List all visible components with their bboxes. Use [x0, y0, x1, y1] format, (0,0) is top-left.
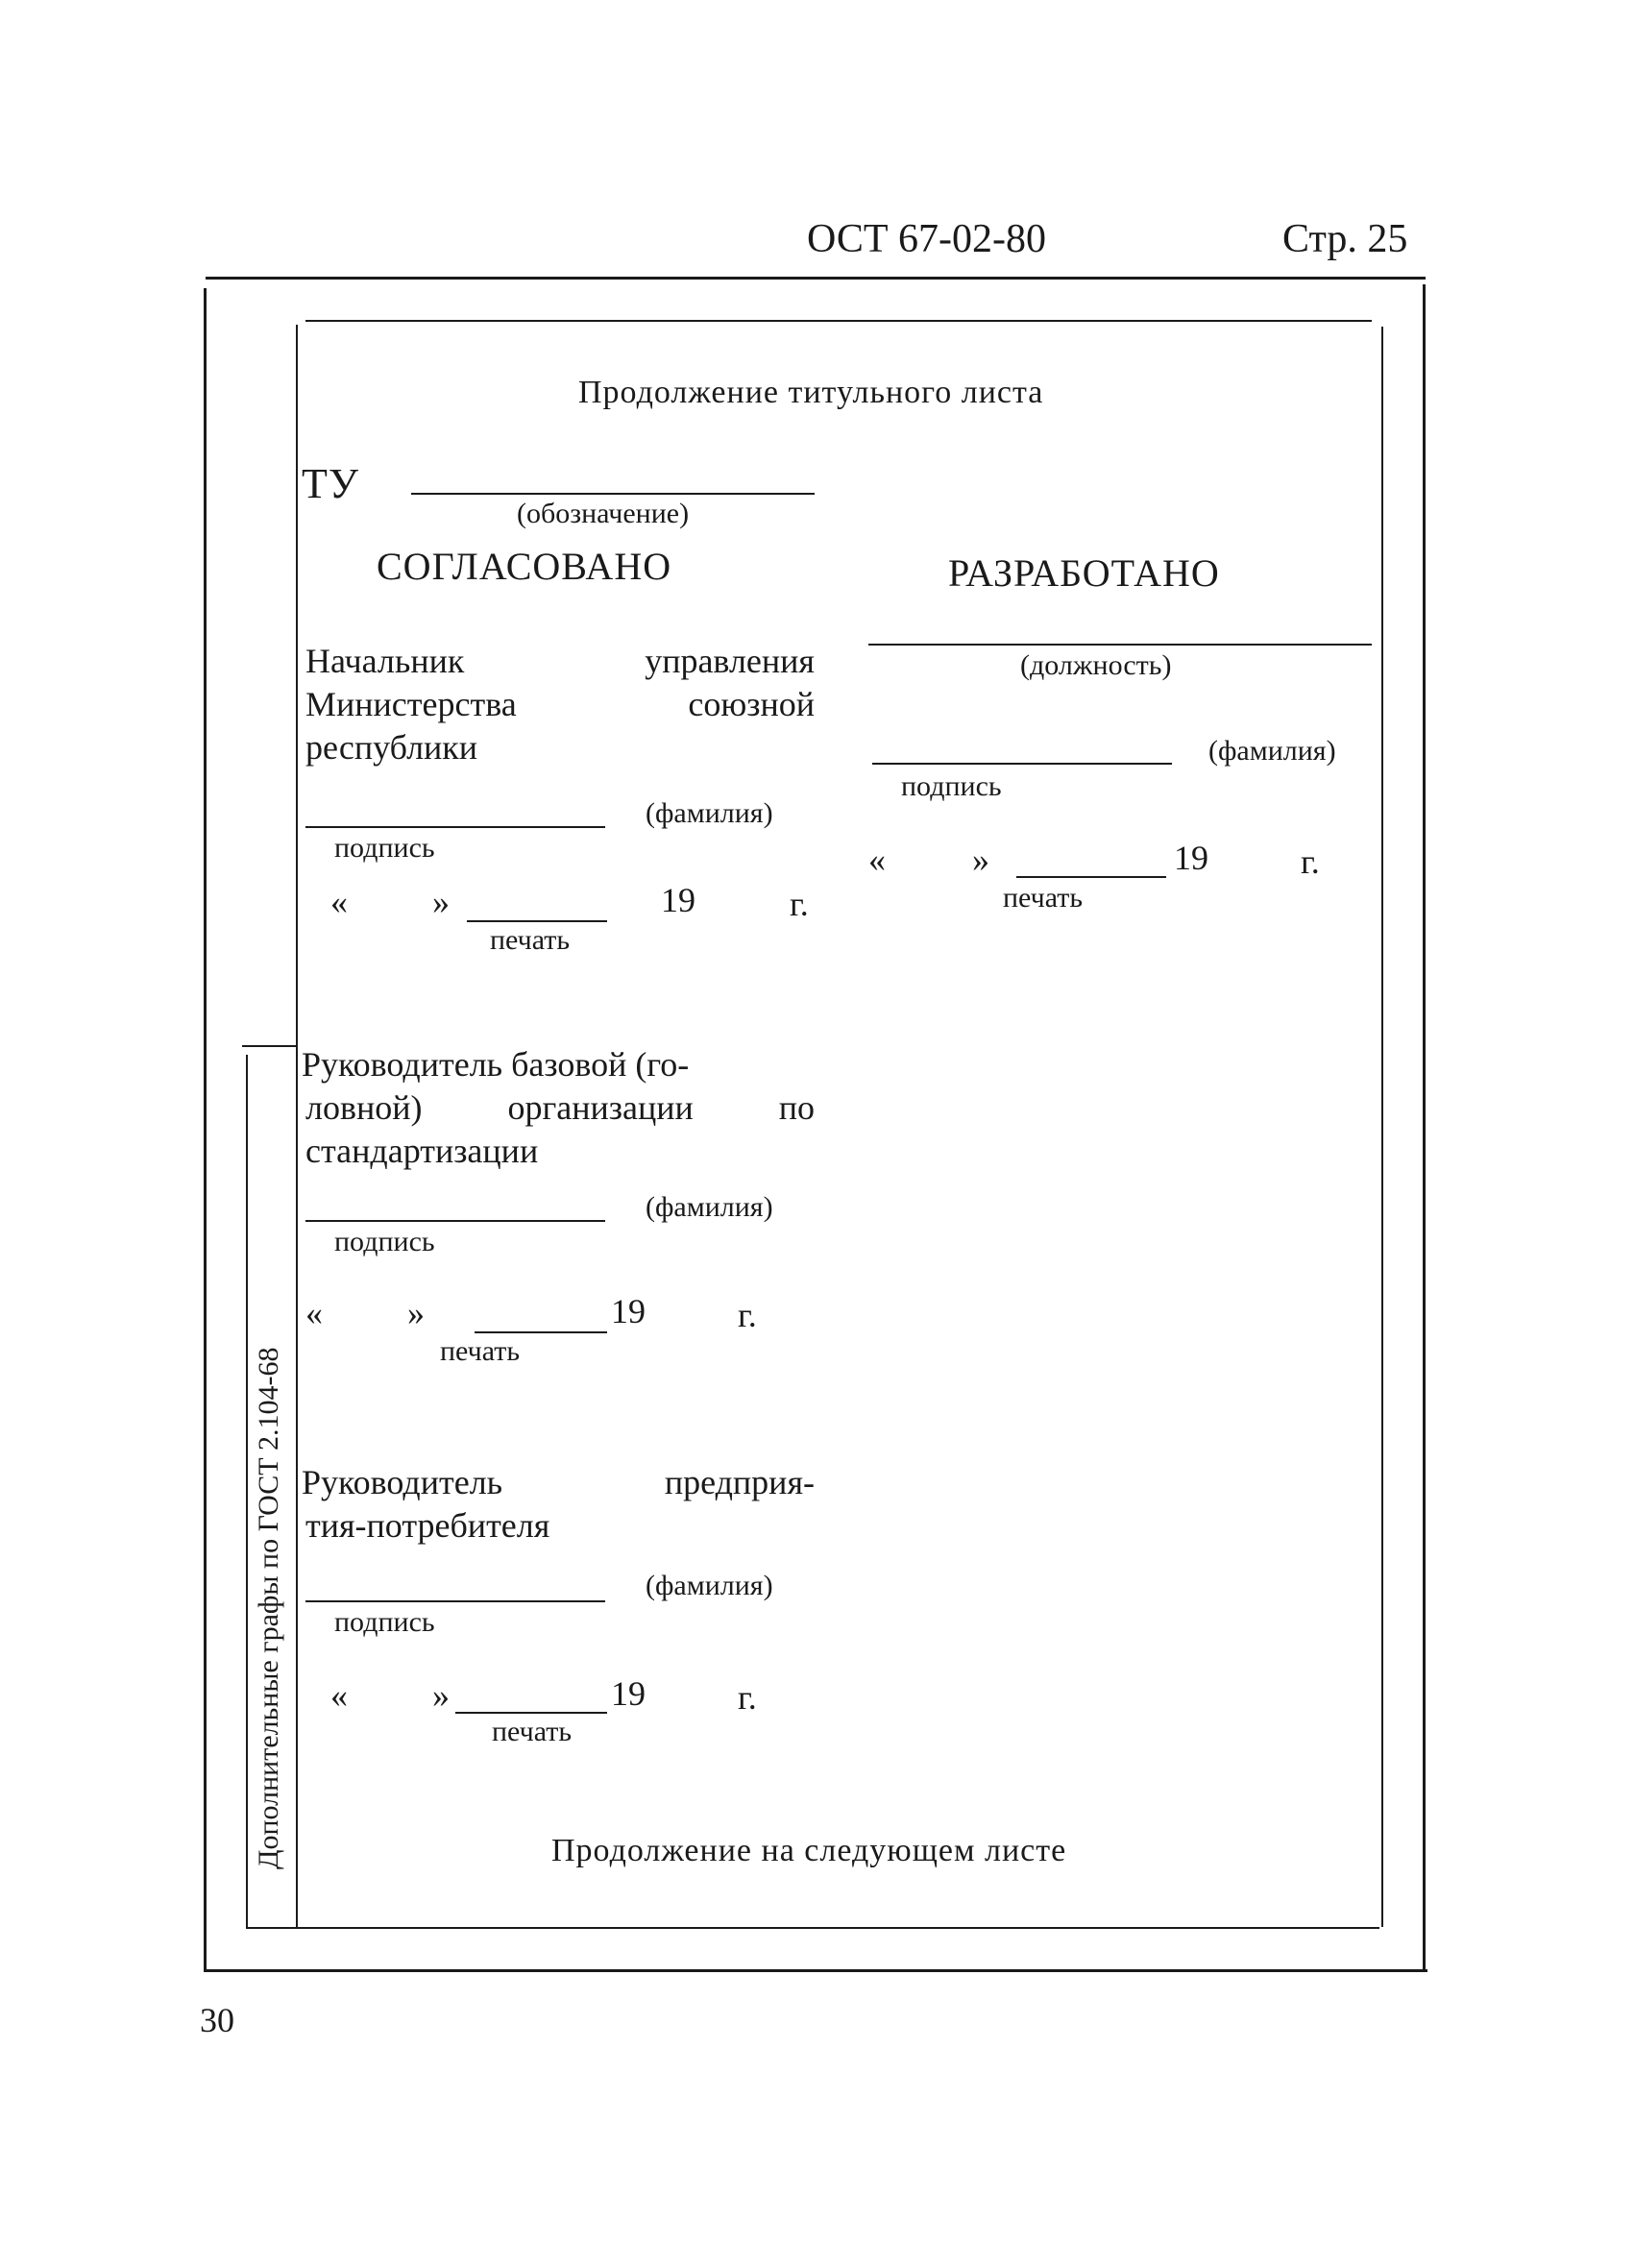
block2-title-line1: Руководитель базовой (го-: [302, 1045, 690, 1084]
block1-date-field[interactable]: [467, 920, 607, 922]
developer-position-field[interactable]: [868, 644, 1372, 646]
block1-title-line1: Начальник управления: [305, 642, 815, 680]
block3-year-suffix: г.: [738, 1678, 757, 1717]
form-frame-left: [296, 325, 298, 1927]
block1-year-suffix: г.: [790, 885, 809, 923]
block3-quote-close: »: [432, 1676, 450, 1715]
block2-seal-caption: печать: [440, 1335, 521, 1367]
designation-caption: (обозначение): [517, 498, 690, 529]
page-label: Стр. 25: [1282, 217, 1408, 261]
document-code: ОСТ 67-02-80: [807, 217, 1046, 261]
block1-seal-caption: печать: [490, 924, 571, 956]
outer-frame-top: [206, 277, 1426, 280]
block1-title-line3: республики: [305, 728, 478, 767]
continued-next-sheet: Продолжение на следующем листе: [551, 1833, 1067, 1868]
developer-date-field[interactable]: [1016, 876, 1166, 878]
block1-signature-field[interactable]: [305, 826, 605, 828]
continuation-title: Продолжение титульного листа: [578, 375, 1044, 410]
block2-signature-caption: подпись: [334, 1226, 435, 1257]
block2-year: 19: [611, 1292, 646, 1330]
block2-quote-close: »: [407, 1294, 425, 1332]
block3-title-line1: Руководитель предприя-: [302, 1463, 815, 1501]
developer-quote-open: «: [868, 841, 886, 879]
form-frame-bottom: [246, 1927, 1379, 1929]
block3-date-field[interactable]: [455, 1712, 607, 1714]
block2-title-line3: стандартизации: [305, 1132, 539, 1170]
block3-signature-field[interactable]: [305, 1600, 605, 1602]
developer-seal-caption: печать: [1003, 882, 1084, 914]
developer-year-suffix: г.: [1301, 842, 1320, 881]
tu-label: ТУ: [302, 460, 360, 507]
form-frame-right: [1381, 327, 1383, 1927]
block2-year-suffix: г.: [738, 1296, 757, 1334]
block3-surname-caption: (фамилия): [646, 1570, 773, 1601]
block1-year: 19: [661, 881, 695, 919]
developer-position-caption: (должность): [1020, 649, 1172, 681]
block2-date-field[interactable]: [475, 1331, 607, 1333]
page-number: 30: [200, 2001, 234, 2039]
block1-quote-open: «: [330, 883, 348, 921]
developer-signature-caption: подпись: [901, 770, 1002, 802]
block2-quote-open: «: [305, 1294, 323, 1332]
block3-signature-caption: подпись: [334, 1606, 435, 1638]
outer-frame-left: [204, 288, 207, 1971]
block1-surname-caption: (фамилия): [646, 797, 773, 829]
block2-signature-field[interactable]: [305, 1220, 605, 1222]
developer-surname-caption: (фамилия): [1208, 735, 1336, 767]
block1-title-line2: Министерства союзной: [305, 685, 815, 723]
block2-surname-caption: (фамилия): [646, 1191, 773, 1223]
side-strip-left: [246, 1055, 248, 1927]
block3-year: 19: [611, 1674, 646, 1713]
outer-frame-right: [1423, 284, 1426, 1971]
tu-designation-field[interactable]: [411, 493, 815, 495]
developer-year: 19: [1174, 839, 1208, 877]
side-label: Дополнительные графы по ГОСТ 2.104-68: [253, 1347, 284, 1869]
developer-signature-field[interactable]: [872, 763, 1172, 765]
block3-quote-open: «: [330, 1676, 348, 1715]
block1-signature-caption: подпись: [334, 832, 435, 864]
block1-quote-close: »: [432, 883, 450, 921]
block3-seal-caption: печать: [492, 1716, 573, 1747]
block2-title-line2: ловной) организации по: [305, 1088, 815, 1127]
outer-frame-bottom: [204, 1969, 1427, 1972]
side-strip-top: [242, 1045, 296, 1047]
developed-heading: РАЗРАБОТАНО: [948, 551, 1220, 595]
agreed-heading: СОГЛАСОВАНО: [377, 545, 672, 588]
block3-title-line2: тия-потребителя: [305, 1506, 550, 1545]
developer-quote-close: »: [972, 841, 989, 879]
form-frame-top: [305, 320, 1372, 322]
